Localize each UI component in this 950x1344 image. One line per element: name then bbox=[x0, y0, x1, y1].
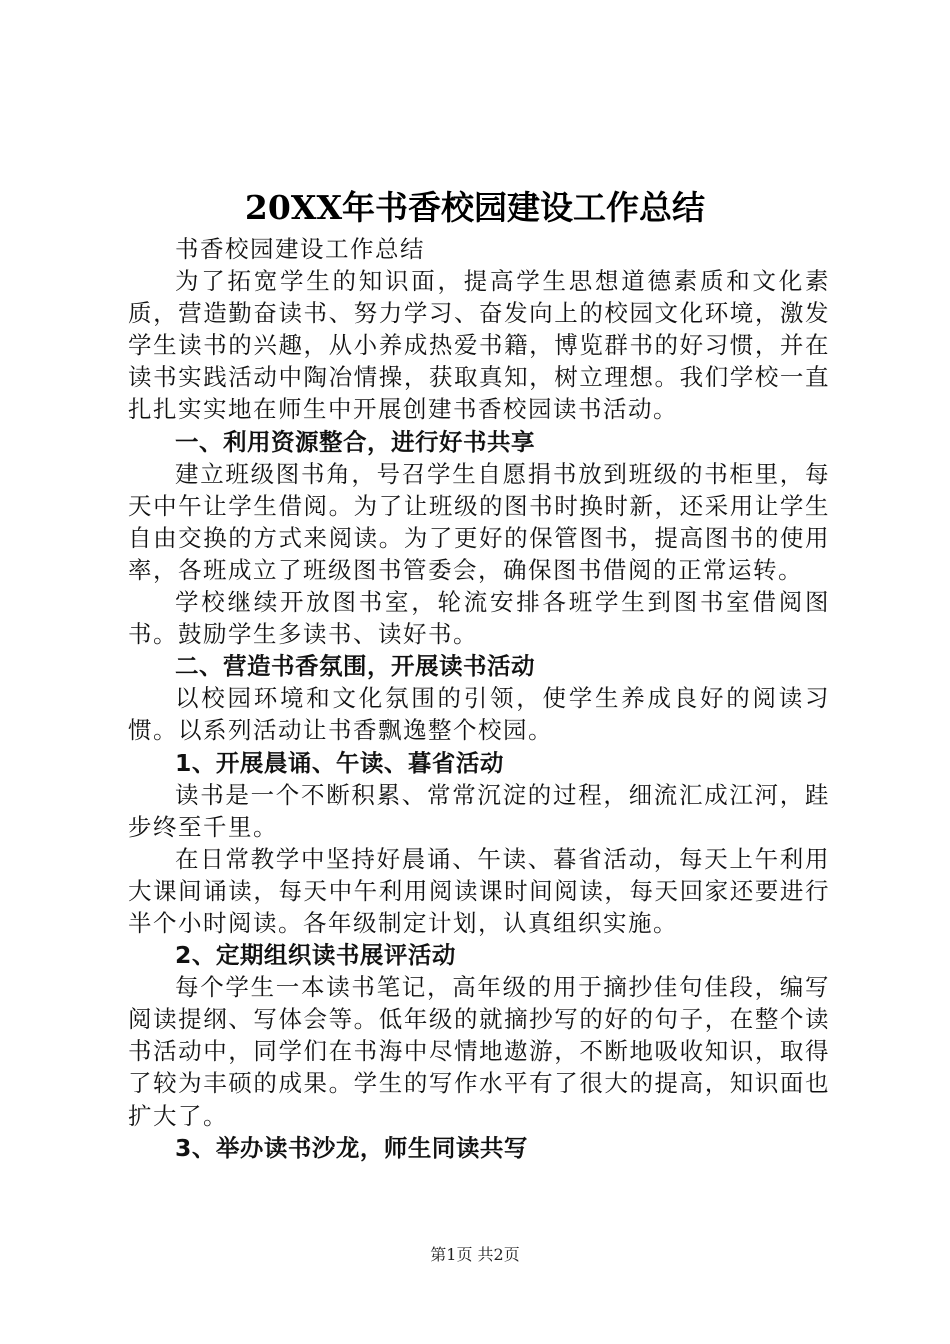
document-body bbox=[128, 233, 830, 1164]
paragraph: 以校园环境和文化氛围的引领，使学生养成良好的阅读习惯。以系列活动让书香飘逸整个校园。 bbox=[128, 684, 830, 745]
paragraph: 为了拓宽学生的知识面，提高学生思想道德素质和文化素质，营造勤奋读书、努力学习、奋发向上的校园文化环境，激发学生读书的兴趣，从小养成热爱书籍，博览群书的好习惯，并在读书实践活动中陶冶情操，获取真知，树立理想。我们学校一直扎扎实实地在师生中开展创建书香校园读书活动。 bbox=[128, 267, 830, 424]
section-heading: 二、营造书香氛围，开展读书活动 bbox=[175, 652, 535, 681]
paragraph: 建立班级图书角，号召学生自愿捐书放到班级的书柜里，每天中午让学生借阅。为了让班级的图书时换时新，还采用让学生自由交换的方式来阅读。为了更好的保管图书，提高图书的使用率，各班成立了班级图书管委会，确保图书借阅的正常运转。 bbox=[128, 459, 830, 584]
subsection-heading: 3、举办读书沙龙，师生同读共写 bbox=[175, 1133, 528, 1162]
document-title: 20XX年书香校园建设工作总结 bbox=[244, 188, 706, 227]
section-heading: 一、利用资源整合，进行好书共享 bbox=[175, 427, 535, 456]
paragraph: 书香校园建设工作总结 bbox=[175, 235, 425, 263]
page-footer: 第1页 共2页 bbox=[430, 1245, 520, 1264]
paragraph: 读书是一个不断积累、常常沉淀的过程，细流汇成江河，跬步终至千里。 bbox=[128, 780, 830, 841]
subsection-heading: 1、开展晨诵、午读、暮省活动 bbox=[175, 748, 504, 777]
subsection-heading: 2、定期组织读书展评活动 bbox=[175, 941, 456, 970]
paragraph: 在日常教学中坚持好晨诵、午读、暮省活动，每天上午利用大课间诵读，每天中午利用阅读课时间阅读，每天回家还要进行半个小时阅读。各年级制定计划，认真组织实施。 bbox=[128, 844, 830, 937]
paragraph: 每个学生一本读书笔记，高年级的用于摘抄佳句佳段，编写阅读提纲、写体会等。低年级的就摘抄写的好的句子，在整个读书活动中，同学们在书海中尽情地遨游，不断地吸收知识，取得了较为丰硕的成果。学生的写作水平有了很大的提高，知识面也扩大了。 bbox=[128, 973, 830, 1130]
paragraph: 学校继续开放图书室，轮流安排各班学生到图书室借阅图书。鼓励学生多读书、读好书。 bbox=[128, 588, 830, 649]
